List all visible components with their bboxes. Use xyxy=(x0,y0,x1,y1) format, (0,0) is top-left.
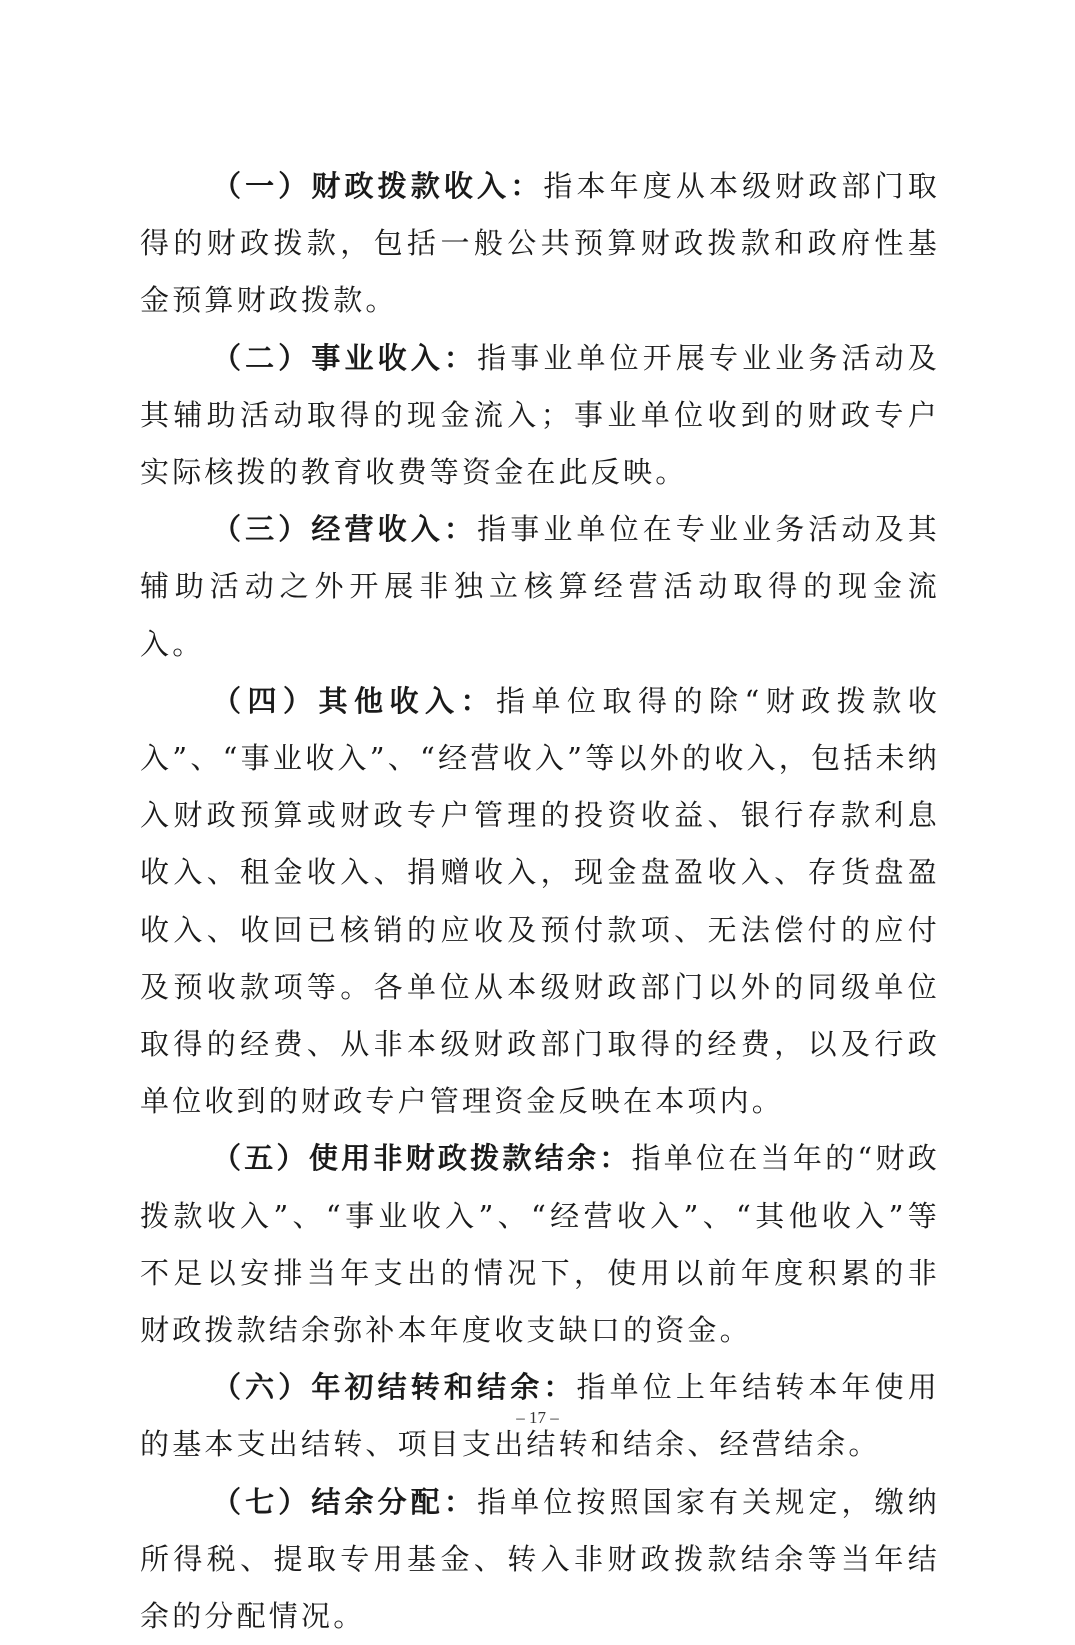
term-definition: 指单位按照国家有关规定，缴纳所得税、提取专用基金、转入非财政拨款结余等当年结余的分配情况。 xyxy=(140,1484,940,1634)
term-definition: 指单位在当年的“财政拨款收入”、“事业收入”、“经营收入”、“其他收入”等不足以安排当年支出的情况下，使用以前年度积累的非财政拨款结余弥补本年度收支缺口的资金。 xyxy=(140,1141,940,1348)
term-definition: 指本年度从本级财政部门取得的财政拨款，包括一般公共预算财政拨款和政府性基金预算财政拨款。 xyxy=(140,169,940,318)
term-definition: 指单位上年结转本年使用的基本支出结转、项目支出结转和结余、经营结余。 xyxy=(140,1370,940,1462)
paragraph-non-fiscal-balance-usage xyxy=(140,1130,940,1359)
term-heading: （五）使用非财政拨款结余： xyxy=(212,1141,632,1176)
paragraph-business-income xyxy=(140,330,940,502)
term-heading: （二）事业收入： xyxy=(212,340,478,375)
term-definition: 指单位取得的除“财政拨款收入”、“事业收入”、“经营收入”等以外的收入，包括未纳入财政预算或财政专户管理的投资收益、银行存款利息收入、租金收入、捐赠收入，现金盘盈收入、存货盘盈收入、收回已核销的应收及预付款项、无法偿付的应付及预收款项等。各单位从本级财政部门以外的同级单位取得的经费、从非本级财政部门取得的经费，以及行政单位收到的财政专户管理资金反映在本项内。 xyxy=(140,683,940,1119)
term-definition: 指事业单位在专业业务活动及其辅助活动之外开展非独立核算经营活动取得的现金流入。 xyxy=(140,512,940,661)
term-heading: （四）其他收入： xyxy=(212,683,496,718)
paragraph-other-income xyxy=(140,673,940,1131)
term-heading: （七）结余分配： xyxy=(212,1484,478,1519)
paragraph-operating-income xyxy=(140,501,940,673)
term-definition: 指事业单位开展专业业务活动及其辅助活动取得的现金流入；事业单位收到的财政专户实际核拨的教育收费等资金在此反映。 xyxy=(140,340,940,490)
term-heading: （六）年初结转和结余： xyxy=(212,1370,577,1405)
term-heading: （一）财政拨款收入： xyxy=(212,169,544,203)
paragraph-fiscal-appropriation-income xyxy=(140,158,940,330)
term-heading: （三）经营收入： xyxy=(212,512,478,547)
paragraph-surplus-distribution xyxy=(140,1474,940,1645)
page-number: – 17 – xyxy=(516,1408,559,1427)
